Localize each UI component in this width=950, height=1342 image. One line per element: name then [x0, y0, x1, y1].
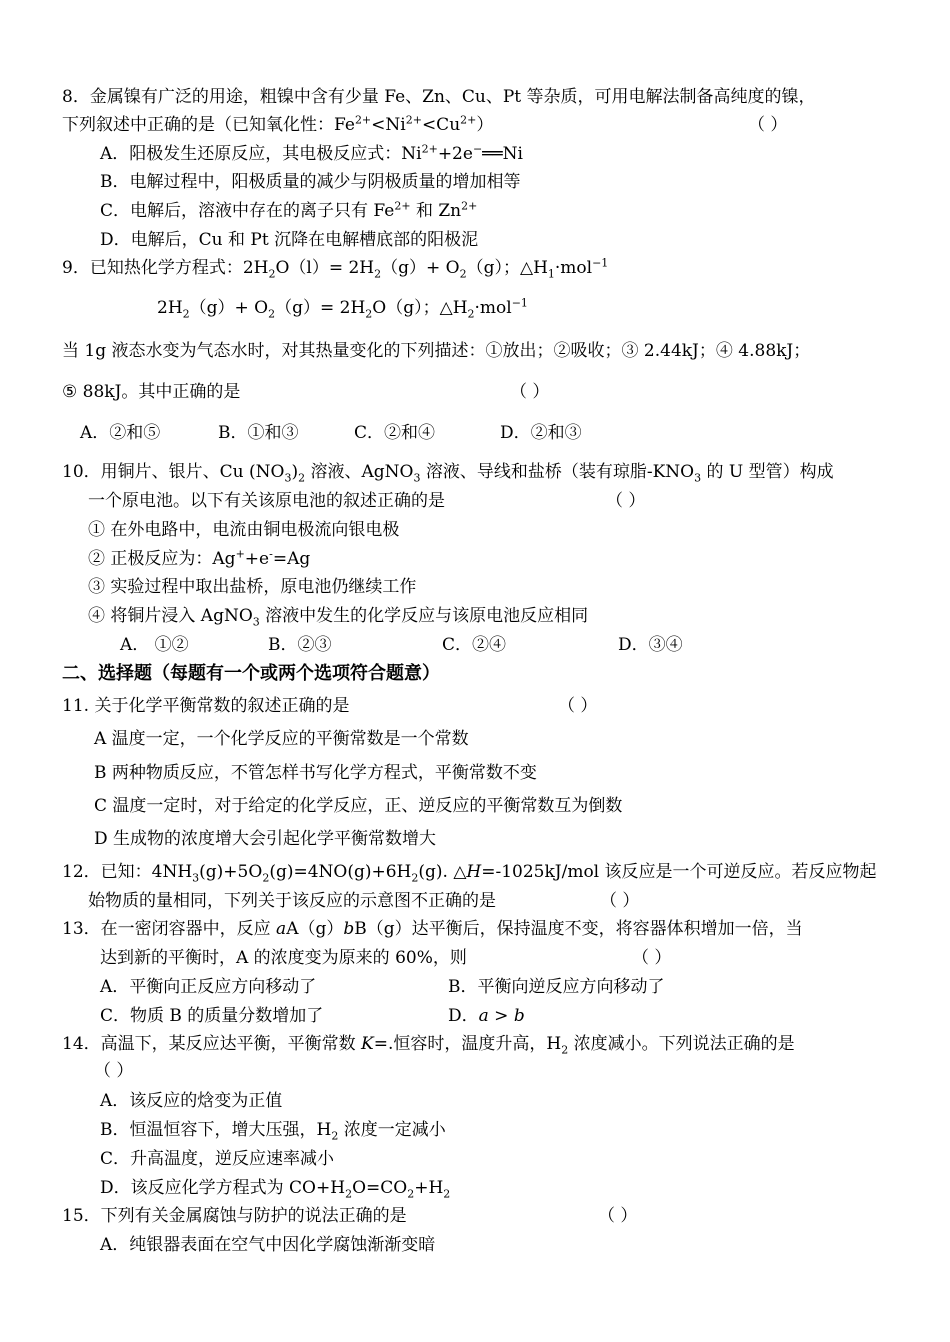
q15-stem: 15．下列有关金属腐蚀与防护的说法正确的是 — [62, 1206, 407, 1226]
q11-stem: 11. 关于化学平衡常数的叙述正确的是 — [62, 696, 350, 716]
q14-option-c: C．升高温度，逆反应速率减小 — [100, 1149, 335, 1169]
q10-statement-2: ② 正极反应为：Ag++e-=Ag — [88, 547, 311, 569]
q8-option-d: D．电解后，Cu 和 Pt 沉降在电解槽底部的阳极泥 — [100, 230, 479, 250]
q15-option-a: A．纯银器表面在空气中因化学腐蚀渐渐变暗 — [100, 1235, 436, 1255]
q12-stem-line2: 始物质的量相同，下列关于该反应的示意图不正确的是 — [88, 891, 496, 911]
q8-stem-line1: 8．金属镍有广泛的用途，粗镍中含有少量 Fe、Zn、Cu、Pt 等杂质，可用电解法制备高纯度的镍， — [62, 87, 816, 107]
q8-option-b: B．电解过程中，阳极质量的减少与阴极质量的增加相等 — [100, 172, 521, 192]
q15-answer-blank: （ ） — [598, 1206, 638, 1226]
q9-option-a: A．②和⑤ — [80, 423, 161, 443]
section-heading: 二、选择题（每题有一个或两个选项符合题意） — [62, 663, 440, 684]
q11-option-c: C 温度一定时，对于给定的化学反应，正、逆反应的平衡常数互为倒数 — [94, 796, 623, 816]
q9-option-b: B．①和③ — [218, 423, 299, 443]
q13-stem-line2: 达到新的平衡时，A 的浓度变为原来的 60%，则 — [100, 948, 467, 968]
q8-option-c: C．电解后，溶液中存在的离子只有 $Fe^{2+}$ 和 $Zn^{2+}$ — [100, 199, 478, 221]
q10-option-c: C．②④ — [442, 635, 507, 655]
q10-answer-blank: （ ） — [606, 491, 646, 511]
q11-option-d: D 生成物的浓度增大会引起化学平衡常数增大 — [94, 829, 437, 849]
q14-stem-line1: 14．高温下，某反应达平衡，平衡常数 K=.恒容时，温度升高，$H_2$ 浓度减小。下列说法正确的是 — [62, 1034, 795, 1057]
q10-stem-line1: 10．用铜片、银片、Cu $(NO_3)_2$ 溶液、AgNO$_3$ 溶液、导线和盐桥（装有琼脂$-KNO_3$ 的 U 型管）构成 — [62, 462, 834, 485]
q9-equation-2: $2H_2(g)+ O_2(g)= 2H_2O(g)$；$\triangle H_2\cdot mol^{-1}$ — [157, 296, 528, 321]
q9-option-c: C．②和④ — [354, 423, 436, 443]
q13-option-d: D．a > b — [448, 1006, 525, 1026]
q11-option-b: B 两种物质反应，不管怎样书写化学方程式，平衡常数不变 — [94, 763, 537, 783]
q8-option-a: A．阳极发生还原反应，其电极反应式：$Ni^{2+}+2e^-══Ni$ — [100, 142, 523, 164]
q14-answer-blank: （ ） — [94, 1061, 134, 1081]
q14-option-b: B．恒温恒容下，增大压强，$H_2$ 浓度一定减小 — [100, 1120, 446, 1143]
q13-option-b: B．平衡向逆反应方向移动了 — [448, 977, 665, 997]
q14-option-d: D．该反应化学方程式为 $CO+H_2O=CO_2+H_2$ — [100, 1178, 451, 1201]
q14-option-a: A．该反应的焓变为正值 — [100, 1091, 283, 1111]
q10-statement-3: ③ 实验过程中取出盐桥，原电池仍继续工作 — [88, 577, 417, 597]
q13-stem-line1: 13．在一密闭容器中，反应 aA（g）bB（g）达平衡后，保持温度不变，将容器体积增加一倍，当 — [62, 919, 803, 939]
q10-stem-line2: 一个原电池。以下有关该原电池的叙述正确的是 — [88, 491, 445, 511]
q9-answer-blank: （ ） — [510, 382, 550, 402]
q10-option-a: A． ①② — [120, 635, 189, 655]
q10-option-b: B．②③ — [268, 635, 332, 655]
q8-answer-blank: （ ） — [748, 115, 788, 135]
q9-equation-1: 9．已知热化学方程式：$2H_2O(l)= 2H_2(g)+ O_2(g)$；$\triangle H_1\cdot mol^{-1}$ — [62, 256, 609, 281]
q9-stem-line4: ⑤ 88kJ。其中正确的是 — [62, 382, 241, 402]
q10-option-d: D．③④ — [618, 635, 683, 655]
q10-statement-1: ① 在外电路中，电流由铜电极流向银电极 — [88, 520, 400, 540]
q9-stem-line3: 当 1g 液态水变为气态水时，对其热量变化的下列描述：①放出；②吸收；③ 2.44kJ；④ 4.88kJ； — [62, 341, 811, 361]
q9-option-d: D．②和③ — [500, 423, 582, 443]
q12-answer-blank: （ ） — [600, 891, 640, 911]
q13-answer-blank: （ ） — [632, 948, 672, 968]
q11-answer-blank: （ ） — [558, 696, 598, 716]
q11-option-a: A 温度一定，一个化学反应的平衡常数是一个常数 — [94, 729, 469, 749]
q13-option-a: A．平衡向正反应方向移动了 — [100, 977, 317, 997]
q13-option-c: C．物质 B 的质量分数增加了 — [100, 1006, 324, 1026]
q10-statement-4: ④ 将铜片浸入 AgNO$_3$ 溶液中发生的化学反应与该原电池反应相同 — [88, 606, 589, 629]
q8-stem-line2: 下列叙述中正确的是（已知氧化性：$Fe^{2+}<Ni^{2+}<Cu^{2+}$） — [62, 113, 494, 135]
q12-stem-line1: 12．已知：$4NH_3(g)+5O_2(g)=4NO(g)+6H_2(g)$. △H=-1025kJ/mol 该反应是一个可逆反应。若反应物起 — [62, 862, 877, 885]
